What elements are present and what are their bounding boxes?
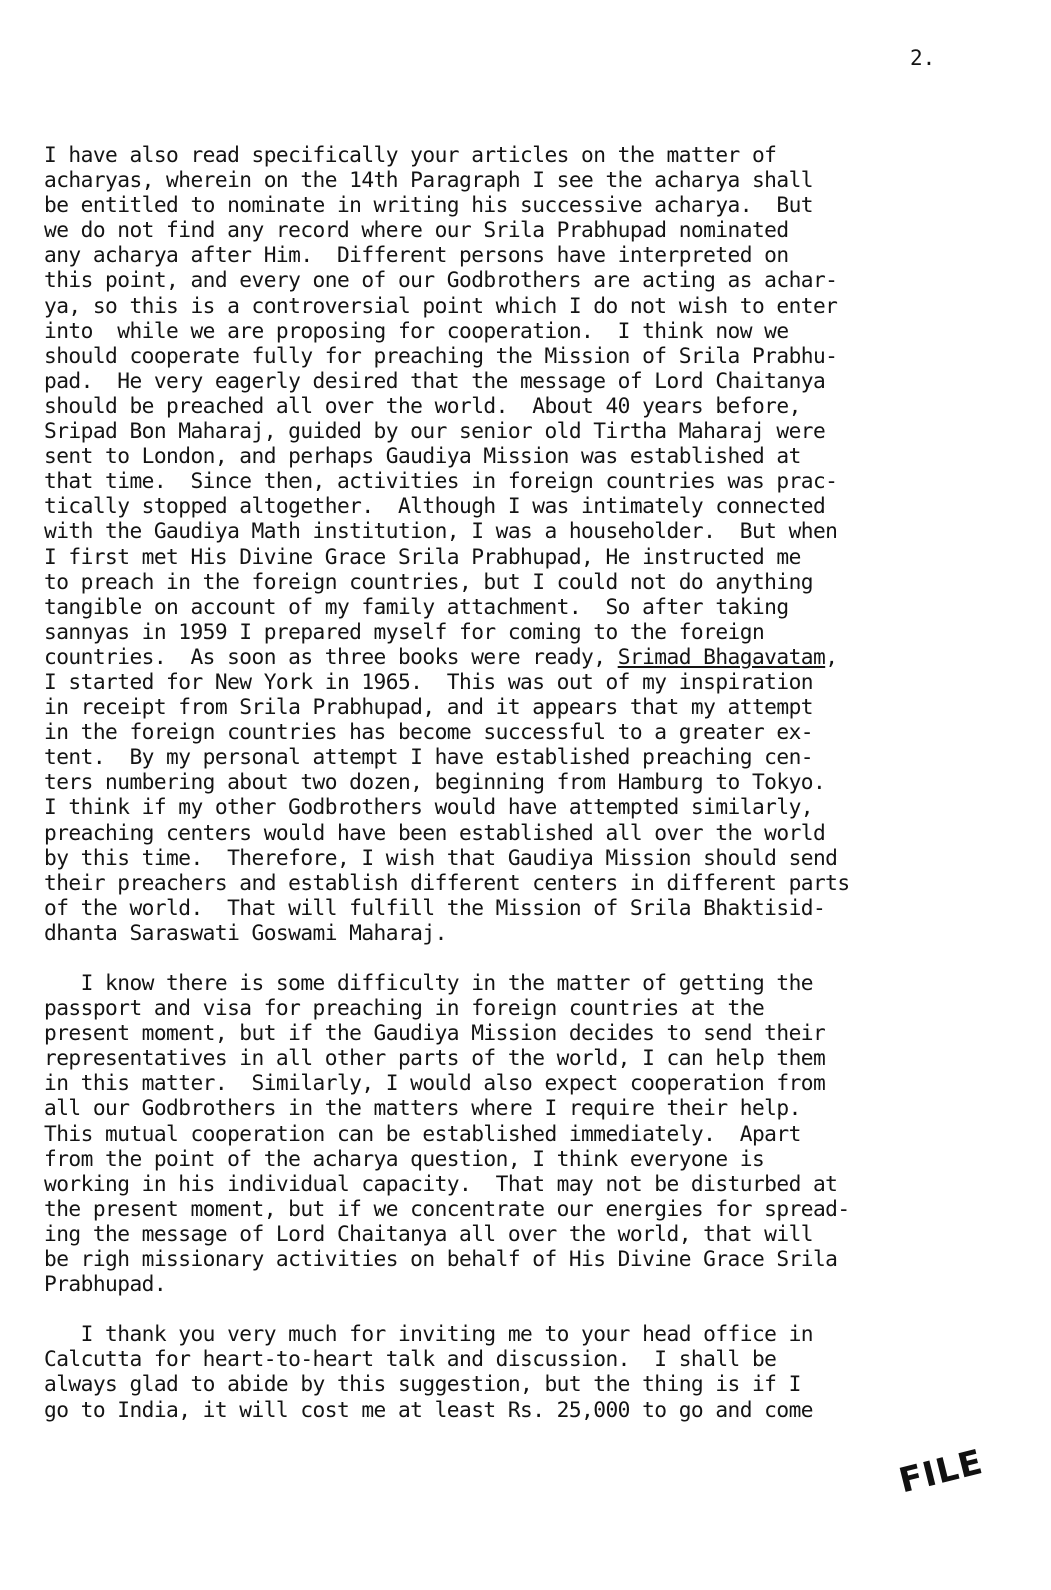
text-line: any acharya after Him. Different persons have interpreted on [44,242,789,268]
text-line: the present moment, but if we concentrate our energies for spread- [44,1195,850,1221]
text-line: This mutual cooperation can be established immediately. Apart [44,1120,801,1146]
text-line: Prabhupad. [44,1271,167,1297]
paragraph-passport-visa [44,970,1029,1296]
text-line: I think if my other Godbrothers would have attempted similarly, [44,794,813,820]
text-line: by this time. Therefore, I wish that Gaudiya Mission should send [44,844,838,870]
text-line: always glad to abide by this suggestion, but the thing is if I [44,1371,801,1397]
text-line: in this matter. Similarly, I would also expect cooperation from [44,1070,826,1096]
text-line: sannyas in 1959 I prepared myself for coming to the foreign [44,618,765,644]
letter-body [44,142,1029,1422]
text-line: ters numbering about two dozen, beginning from Hamburg to Tokyo. [44,769,826,795]
text-line: in receipt from Srila Prabhupad, and it appears that my attempt [44,694,813,720]
text-line: this point, and every one of our Godbrothers are acting as achar- [44,267,838,293]
text-line: dhanta Saraswati Goswami Maharaj. [44,919,447,945]
text-segment: , [825,643,838,669]
text-line: should cooperate fully for preaching the Mission of Srila Prabhu- [44,342,838,368]
text-line: of the world. That will fulfill the Mission of Srila Bhaktisid- [44,894,826,920]
text-line: be righ missionary activities on behalf of His Divine Grace Srila [44,1246,838,1272]
text-line: I started for New York in 1965. This was out of my inspiration [44,668,813,694]
text-line: all our Godbrothers in the matters where I require their help. [44,1095,801,1121]
text-line: sent to London, and perhaps Gaudiya Mission was established at [44,443,801,469]
text-line: tent. By my personal attempt I have established preaching cen- [44,744,813,770]
text-line: pad. He very eagerly desired that the message of Lord Chaitanya [44,367,826,393]
text-line: tically stopped altogether. Although I was intimately connected [44,493,826,519]
page-number: 2. [910,46,936,70]
text-line: working in his individual capacity. That may not be disturbed at [44,1170,838,1196]
text-line: I thank you very much for inviting me to your head office in [44,1321,813,1347]
text-line: I know there is some difficulty in the matter of getting the [44,970,813,995]
text-line: preaching centers would have been established all over the world [44,819,826,845]
text-line: with the Gaudiya Math institution, I was a householder. But when [44,518,838,544]
text-line: into while we are proposing for cooperation. I think now we [44,317,789,343]
text-line: their preachers and establish different centers in different parts [44,869,850,895]
text-line: from the point of the acharya question, I think everyone is [44,1145,765,1171]
text-line: I have also read specifically your articles on the matter of [44,142,777,167]
text-segment: countries. As soon as three books were ready, [44,643,618,669]
text-line: be entitled to nominate in writing his successive acharya. But [44,192,813,218]
text-line: ing the message of Lord Chaitanya all over the world, that will [44,1220,813,1246]
text-line: ya, so this is a controversial point which I do not wish to enter [44,292,838,318]
text-line: go to India, it will cost me at least Rs. 25,000 to go and come [44,1396,813,1422]
text-line: Calcutta for heart-to-heart talk and discussion. I shall be [44,1346,777,1372]
text-line: Sripad Bon Maharaj, guided by our senior old Tirtha Maharaj were [44,418,826,444]
paragraph-calcutta-invitation [44,1321,1029,1421]
text-line: representatives in all other parts of the world, I can help them [44,1045,826,1071]
paragraph-acharya-question [44,142,1029,945]
file-stamp: FILE [895,1442,988,1502]
text-line-with-title [44,644,1029,669]
text-line: in the foreign countries has become successful to a greater ex- [44,719,813,745]
text-line: I first met His Divine Grace Srila Prabhupad, He instructed me [44,543,801,569]
book-title: Srimad Bhagavatam [617,643,826,669]
text-line: passport and visa for preaching in foreign countries at the [44,995,765,1021]
text-line: present moment, but if the Gaudiya Mission decides to send their [44,1020,826,1046]
text-line: we do not find any record where our Srila Prabhupad nominated [44,217,789,243]
text-line: tangible on account of my family attachment. So after taking [44,593,789,619]
text-line: acharyas, wherein on the 14th Paragraph I see the acharya shall [44,167,813,193]
text-line: should be preached all over the world. About 40 years before, [44,392,801,418]
text-line: that time. Since then, activities in foreign countries was prac- [44,468,838,494]
text-line: to preach in the foreign countries, but I could not do anything [44,568,813,594]
